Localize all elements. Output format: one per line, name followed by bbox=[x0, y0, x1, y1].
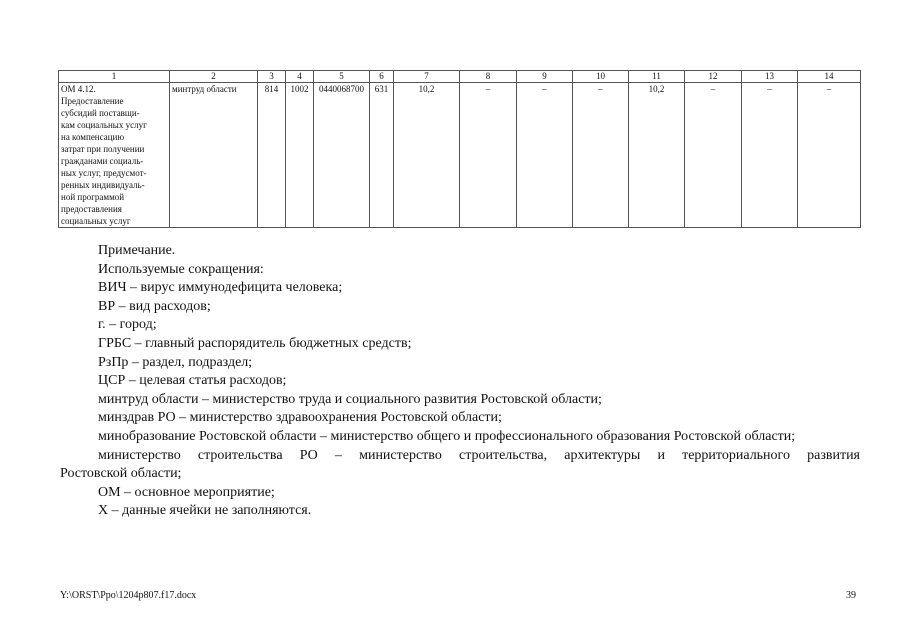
table-header-row bbox=[59, 71, 861, 83]
table-cell: 10,2 bbox=[629, 83, 685, 228]
abbreviation-item: г. – город; bbox=[98, 317, 157, 333]
notes-section bbox=[60, 242, 860, 521]
abbreviation-item: минздрав РО – министерство здравоохранения Ростовской области; bbox=[98, 410, 502, 426]
budget-table bbox=[58, 70, 861, 228]
footer-file-path: Y:\ORST\Ppo\1204p807.f17.docx bbox=[60, 590, 197, 601]
abbreviation-item: ЦСР – целевая статья расходов; bbox=[98, 373, 287, 389]
column-number: 5 bbox=[314, 71, 370, 83]
page-number: 39 bbox=[846, 590, 856, 601]
column-number: 12 bbox=[685, 71, 742, 83]
table-cell: 0440068700 bbox=[314, 83, 370, 228]
column-number: 14 bbox=[798, 71, 861, 83]
abbreviation-item: ВИЧ – вирус иммунодефицита человека; bbox=[98, 280, 343, 296]
column-number: 13 bbox=[742, 71, 798, 83]
notes-title: Примечание. bbox=[98, 243, 176, 258]
abbreviation-item-long: министерство строительства РО – министерство строительства, архитектуры и территориального развития bbox=[98, 447, 860, 463]
column-number: 3 bbox=[258, 71, 286, 83]
table-cell: – bbox=[573, 83, 629, 228]
measure-name: ОМ 4.12. Предоставление субсидий поставщи- кам социальных услуг на компенсацию затрат при получении гражданами социаль- ных услуг, предусмот- ренных индивидуаль- ной программой предоставления социальных услуг bbox=[61, 84, 147, 226]
table-cell: 631 bbox=[370, 83, 394, 228]
table-cell: 10,2 bbox=[394, 83, 460, 228]
column-number: 10 bbox=[573, 71, 629, 83]
abbreviation-item: минобразование Ростовской области – министерство общего и профессионального образования Ростовской области; bbox=[98, 428, 796, 444]
table-row bbox=[59, 83, 861, 228]
column-number: 11 bbox=[629, 71, 685, 83]
column-number: 2 bbox=[170, 71, 258, 83]
table-cell: 814 bbox=[258, 83, 286, 228]
column-number: 6 bbox=[370, 71, 394, 83]
abbreviation-item: РзПр – раздел, подраздел; bbox=[98, 354, 253, 370]
table-cell: 1002 bbox=[286, 83, 314, 228]
abbreviation-item: ВР – вид расходов; bbox=[98, 298, 211, 314]
measure-cell bbox=[59, 83, 170, 228]
table-cell: – bbox=[742, 83, 798, 228]
abbreviation-item: Х – данные ячейки не заполняются. bbox=[98, 503, 312, 519]
column-number: 4 bbox=[286, 71, 314, 83]
column-number: 1 bbox=[59, 71, 170, 83]
column-number: 9 bbox=[517, 71, 573, 83]
table-cell: – bbox=[460, 83, 517, 228]
abbreviation-item: минтруд области – министерство труда и социального развития Ростовской области; bbox=[98, 391, 602, 407]
abbreviation-item-long-continuation: Ростовской области; bbox=[60, 466, 182, 482]
table-cell: – bbox=[798, 83, 861, 228]
table-cell: – bbox=[517, 83, 573, 228]
abbreviation-item: ГРБС – главный распорядитель бюджетных средств; bbox=[98, 335, 412, 351]
column-number: 8 bbox=[460, 71, 517, 83]
grbs-cell: минтруд области bbox=[170, 83, 258, 228]
table-cell: – bbox=[685, 83, 742, 228]
column-number: 7 bbox=[394, 71, 460, 83]
notes-subtitle: Используемые сокращения: bbox=[98, 261, 264, 277]
abbreviation-item: ОМ – основное мероприятие; bbox=[98, 484, 275, 500]
